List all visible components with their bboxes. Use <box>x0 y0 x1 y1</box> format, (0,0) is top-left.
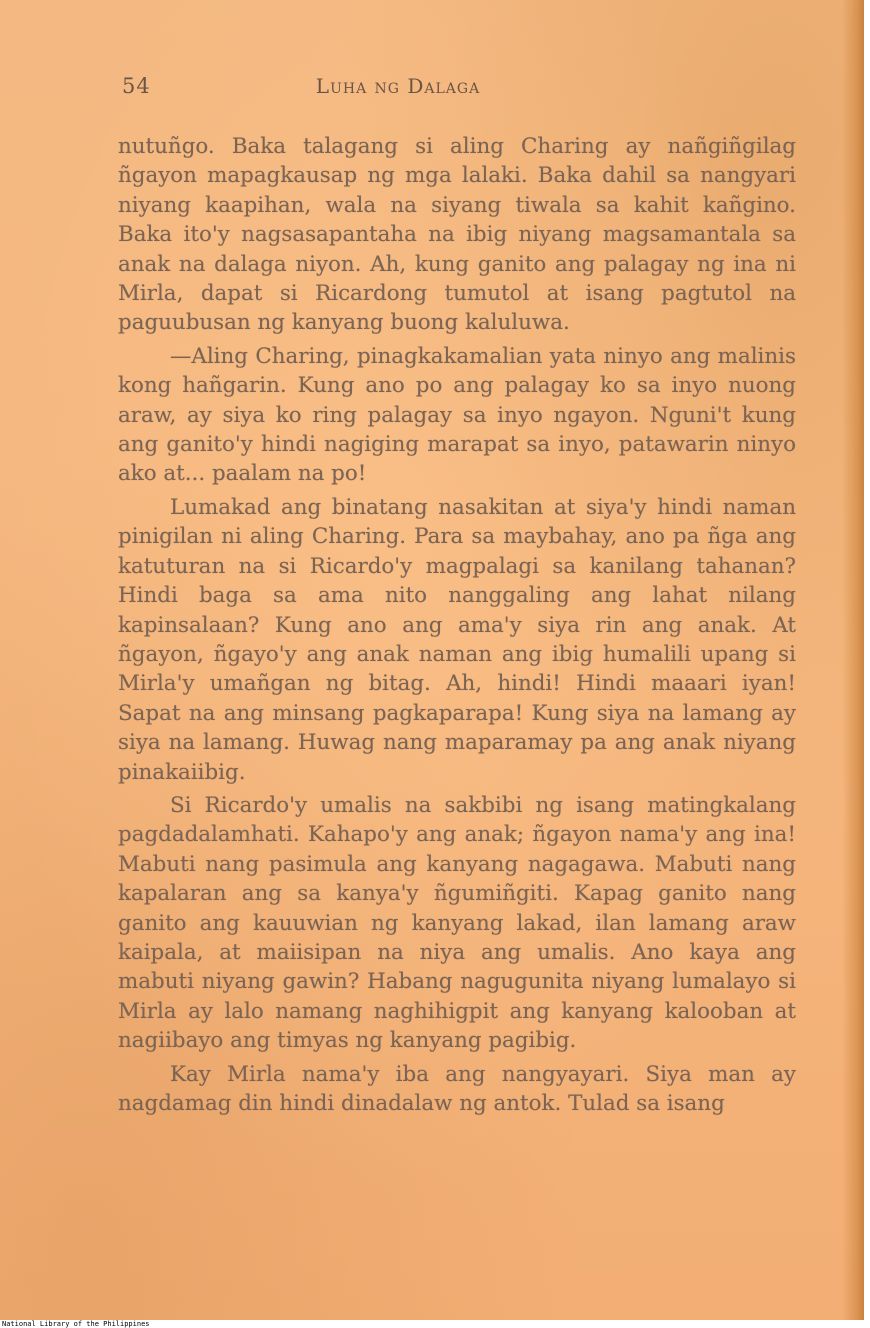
page-number: 54 <box>122 74 151 98</box>
paragraph-3: Lumakad ang binatang nasakitan at siya'y hindi naman pinigilan ni aling Charing. Para sa maybahay, ano pa ñga ang katuturan na si Ricardo'y magpalagi sa kanilang tahanan? Hindi baga sa ama nito nanggaling ang lahat nilang kapinsalaan? Kung ano ang ama'y siya rin ang anak. At ñgayon, ñgayo'y ang anak naman ang ibig humalili upang si Mirla'y umañgan ng bitag. Ah, hindi! Hindi maaari iyan! Sapat na ang minsang pagkaparapa! Kung siya na lamang ay siya na lamang. Huwag nang maparamay pa ang anak niyang pinakaiibig. <box>118 494 796 785</box>
body-text <box>118 132 796 1118</box>
running-title: Luha ng Dalaga <box>315 74 481 98</box>
page-edge-shadow <box>842 0 864 1320</box>
running-head <box>118 74 798 104</box>
paragraph-1: nutuñgo. Baka talagang si aling Charing ay nañgiñgilag ñgayon mapagkausap ng mga lalaki. Baka dahil sa nangyari niyang kaapihan, wala na siyang tiwala sa kahit kañgino. Baka ito'y nagsasapantaha na ibig niyang magsamantala sa anak na dalaga niyon. Ah, kung ganito ang palagay ng ina ni Mirla, dapat si Ricardong tumutol at isang pagtutol na paguubusan ng kanyang buong kaluluwa. <box>118 134 796 336</box>
paragraph-4: Si Ricardo'y umalis na sakbibi ng isang matingkalang pagdadalamhati. Kahapo'y ang anak; ñgayon nama'y ang ina! Mabuti nang pasimula ang kanyang nagagawa. Mabuti nang kapalaran ang sa kanya'y ñgumiñgiti. Kapag ganito nang ganito ang kauuwian ng kanyang lakad, ilan lamang araw kaipala, at maiisipan na niya ang umalis. Ano kaya ang mabuti niyang gawin? Habang nagugunita niyang lumalayo si Mirla ay lalo namang naghihigpit ang kanyang kalooban at nagiibayo ang timyas ng kanyang pagibig. <box>118 792 796 1054</box>
footer-credit: National Library of the Philippines <box>0 1320 870 1328</box>
paragraph-5: Kay Mirla nama'y iba ang nangyayari. Siya man ay nagdamag din hindi dinadalaw ng antok. Tulad sa isang <box>118 1061 796 1116</box>
paragraph-2: —Aling Charing, pinagkakamalian yata ninyo ang malinis kong hañgarin. Kung ano po ang palagay ko sa inyo nuong araw, ay siya ko ring palagay sa inyo ngayon. Nguni't kung ang ganito'y hindi nagiging marapat sa inyo, patawarin ninyo ako at... paalam na po! <box>118 343 796 487</box>
